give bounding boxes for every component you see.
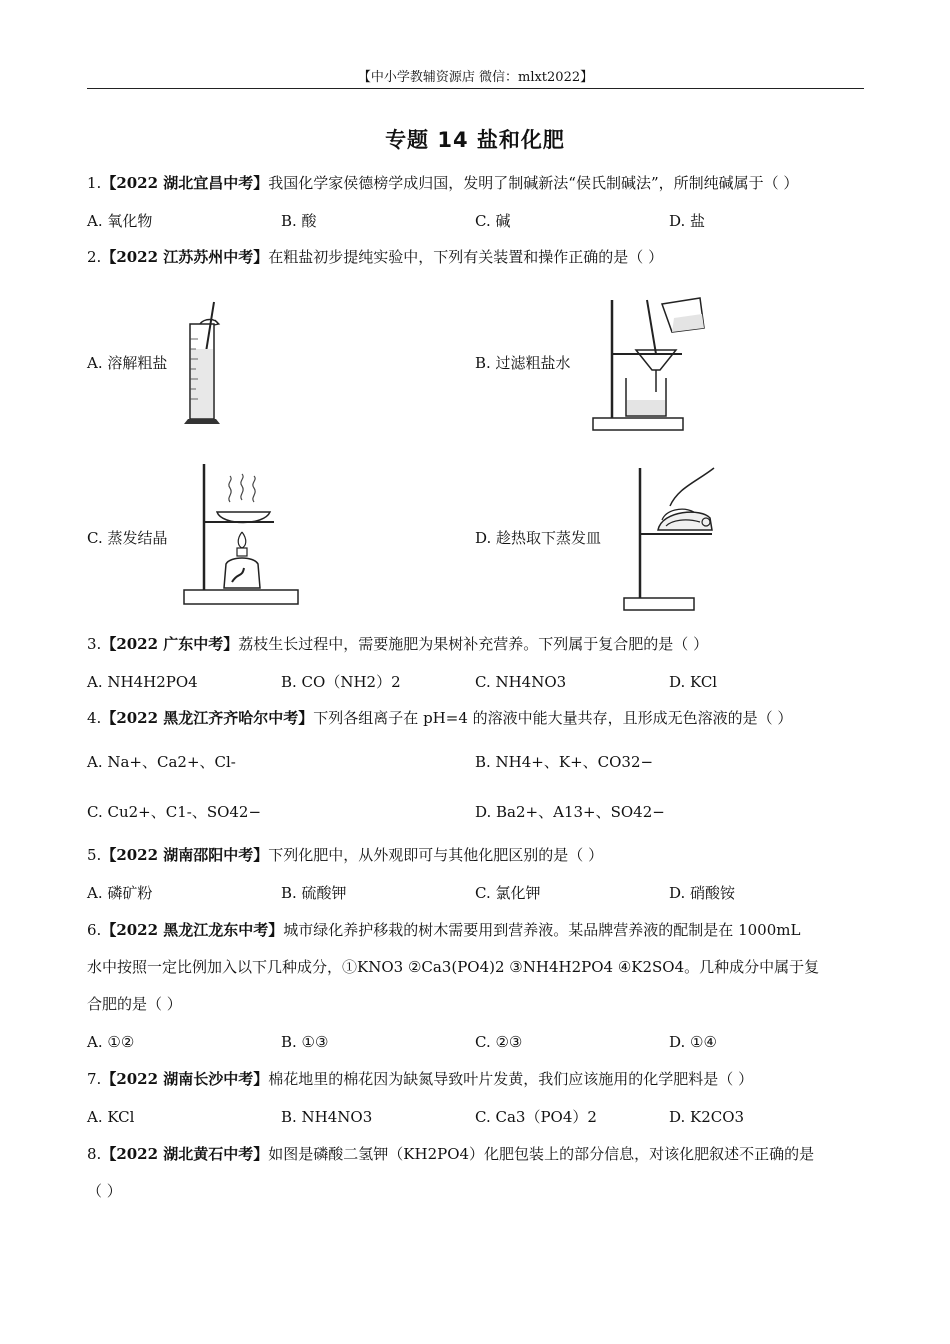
q4-option-a: A. Na+、Ca2+、Cl-	[87, 753, 236, 771]
q5-option-a: A. 磷矿粉	[87, 884, 153, 902]
question-number: 5.	[87, 846, 102, 864]
question-text: 荔枝生长过程中，需要施肥为果树补充营养。下列属于复合肥的是（ ）	[238, 635, 709, 653]
question-6-line-3: 合肥的是（ ）	[87, 995, 182, 1013]
question-source: 【2022 黑龙江龙东中考】	[101, 921, 284, 939]
question-5	[87, 844, 603, 866]
q4-option-d: D. Ba2+、A13+、SO42−	[475, 803, 665, 821]
header-divider	[87, 88, 864, 89]
question-source: 【2022 湖北宜昌中考】	[101, 174, 269, 192]
q3-option-a: A. NH4H2PO4	[87, 673, 198, 691]
q7-option-c: C. Ca3（PO4）2	[475, 1108, 597, 1126]
question-text: 我国化学家侯德榜学成归国，发明了制碱新法“侯氏制碱法”，所制纯碱属于（ ）	[268, 174, 799, 192]
question-8	[87, 1143, 814, 1165]
q6-option-a: A. ①②	[87, 1033, 135, 1051]
q7-option-b: B. NH4NO3	[281, 1108, 373, 1126]
q5-option-c: C. 氯化钾	[475, 884, 541, 902]
question-source: 【2022 湖南邵阳中考】	[101, 846, 269, 864]
question-number: 1.	[87, 174, 102, 192]
question-number: 8.	[87, 1145, 102, 1163]
question-source: 【2022 黑龙江齐齐哈尔中考】	[101, 709, 314, 727]
question-number: 7.	[87, 1070, 102, 1088]
q1-option-b: B. 酸	[281, 212, 317, 230]
q7-option-a: A. KCl	[87, 1108, 135, 1126]
question-text: 城市绿化养护移栽的树木需要用到营养液。某品牌营养液的配制是在 1000mL	[283, 921, 801, 939]
q4-option-c: C. Cu2+、C1-、SO42−	[87, 803, 262, 821]
question-1	[87, 172, 798, 194]
question-text: 下列各组离子在 pH=4 的溶液中能大量共存，且形成无色溶液的是（ ）	[313, 709, 793, 727]
q1-option-c: C. 碱	[475, 212, 511, 230]
question-2	[87, 246, 663, 268]
q3-option-b: B. CO（NH2）2	[281, 673, 401, 691]
question-source: 【2022 江苏苏州中考】	[101, 248, 269, 266]
question-6-line-2: 水中按照一定比例加入以下几种成分，①KNO3 ②Ca3(PO4)2 ③NH4H2PO4 ④K2SO4。几种成分中属于复	[87, 958, 820, 976]
question-text: 棉花地里的棉花因为缺氮导致叶片发黄，我们应该施用的化学肥料是（ ）	[268, 1070, 754, 1088]
question-8-line-2: （ ）	[87, 1182, 122, 1200]
q6-option-b: B. ①③	[281, 1033, 329, 1051]
q5-option-b: B. 硫酸钾	[281, 884, 347, 902]
q2-option-d: D. 趁热取下蒸发皿	[475, 529, 602, 547]
page-title: 专题 14 盐和化肥	[385, 128, 565, 152]
q5-option-d: D. 硝酸铵	[669, 884, 736, 902]
question-number: 4.	[87, 709, 102, 727]
question-number: 2.	[87, 248, 102, 266]
filtration-setup-figure	[590, 292, 715, 434]
q3-option-d: D. KCl	[669, 673, 718, 691]
q4-option-b: B. NH4+、K+、CO32−	[475, 753, 654, 771]
question-text: 下列化肥中，从外观即可与其他化肥区别的是（ ）	[268, 846, 604, 864]
q2-option-c: C. 蒸发结晶	[87, 529, 168, 547]
question-4	[87, 707, 792, 729]
question-6	[87, 919, 800, 941]
question-number: 6.	[87, 921, 102, 939]
q6-option-d: D. ①④	[669, 1033, 717, 1051]
question-source: 【2022 广东中考】	[101, 635, 239, 653]
hand-removing-dish-figure	[622, 460, 722, 612]
question-3	[87, 633, 708, 655]
graduated-cylinder-figure	[182, 294, 242, 430]
q6-option-c: C. ②③	[475, 1033, 523, 1051]
question-source: 【2022 湖北黄石中考】	[101, 1145, 269, 1163]
question-number: 3.	[87, 635, 102, 653]
page-header: 【中小学教辅资源店 微信：mlxt2022】	[357, 70, 594, 85]
q2-option-b: B. 过滤粗盐水	[475, 354, 571, 372]
q7-option-d: D. K2CO3	[669, 1108, 745, 1126]
q2-option-a: A. 溶解粗盐	[87, 354, 168, 372]
q1-option-d: D. 盐	[669, 212, 706, 230]
q1-option-a: A. 氧化物	[87, 212, 153, 230]
q3-option-c: C. NH4NO3	[475, 673, 567, 691]
question-text: 如图是磷酸二氢钾（KH2PO4）化肥包装上的部分信息，对该化肥叙述不正确的是	[268, 1145, 815, 1163]
evaporation-setup-figure	[182, 460, 302, 610]
question-7	[87, 1068, 753, 1090]
question-source: 【2022 湖南长沙中考】	[101, 1070, 269, 1088]
question-text: 在粗盐初步提纯实验中，下列有关装置和操作正确的是（ ）	[268, 248, 664, 266]
